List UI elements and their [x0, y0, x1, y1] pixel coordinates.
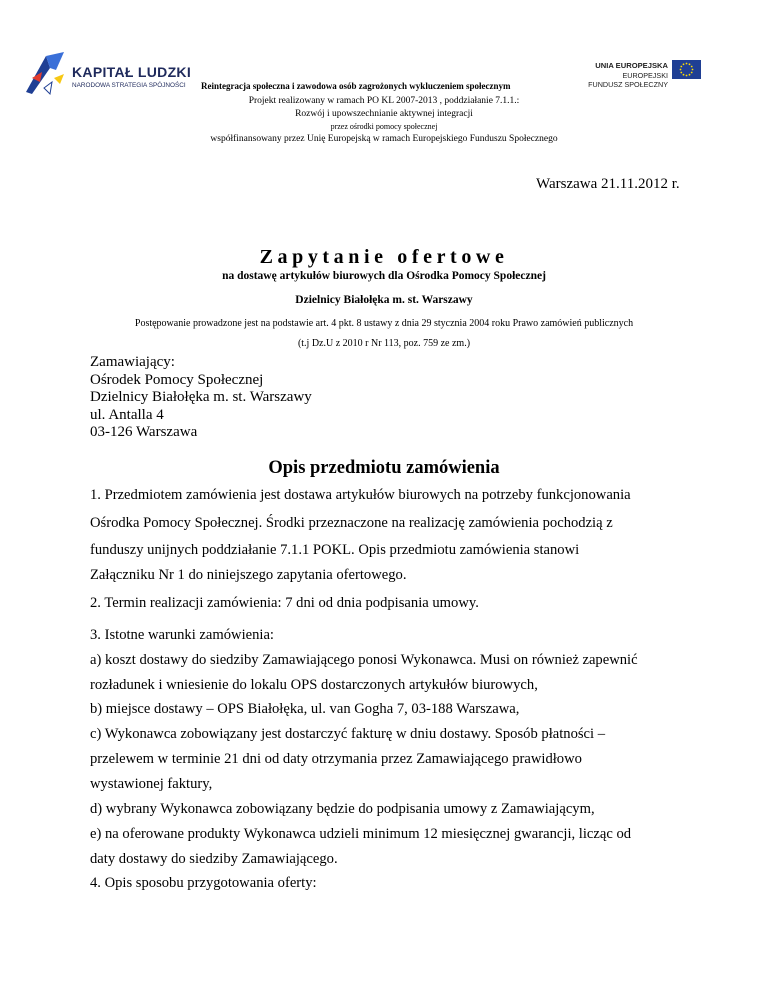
body-line: przelewem w terminie 21 dni od daty otrzymania przez Zamawiającego prawidłowo — [90, 751, 582, 767]
project-program: Projekt realizowany w ramach PO KL 2007-2013 , poddziałanie 7.1.1.: — [248, 96, 520, 106]
client-line-2: Dzielnicy Białołęka m. st. Warszawy — [90, 389, 312, 405]
legal-basis-line-2: (t.j Dz.U z 2010 r Nr 113, poz. 759 ze zm.) — [297, 338, 471, 349]
kapital-ludzki-emblem-icon — [20, 48, 72, 100]
logo-title: KAPITAŁ LUDZKI — [72, 64, 192, 80]
eu-flag-icon — [672, 60, 701, 79]
body-line: funduszy unijnych poddziałanie 7.1.1 POKL. Opis przedmiotu zamówienia stanowi — [90, 542, 580, 558]
body-line: 2. Termin realizacji zamówienia: 7 dni od dnia podpisania umowy. — [90, 595, 479, 611]
client-address — [90, 354, 312, 442]
project-name: Reintegracja społeczna i zawodowa osób zagrożonych wykluczeniem społecznym — [201, 81, 511, 91]
eu-line-2: EUROPEJSKI — [622, 70, 668, 80]
body-line: 1. Przedmiotem zamówienia jest dostawa artykułów biurowych na potrzeby funkcjonowania — [90, 487, 631, 503]
subtitle-line-2: Dzielnicy Białołęka m. st. Warszawy — [295, 294, 473, 306]
project-measure: Rozwój i upowszechnianie aktywnej integracji — [295, 109, 473, 119]
body-line: a) koszt dostawy do siedziby Zamawiającego ponosi Wykonawca. Musi on również zapewnić — [90, 652, 638, 668]
body-line: Załączniku Nr 1 do niniejszego zapytania ofertowego. — [90, 567, 407, 583]
legal-basis-line-1: Postępowanie prowadzone jest na podstawie art. 4 pkt. 8 ustawy z dnia 29 stycznia 2004 roku Prawo zamówień publicznych — [134, 318, 634, 329]
client-line-4: 03-126 Warszawa — [90, 424, 198, 440]
body-line: c) Wykonawca zobowiązany jest dostarczyć fakturę w dniu dostawy. Sposób płatności – — [90, 726, 606, 742]
client-line-3: ul. Antalla 4 — [90, 406, 164, 423]
eu-label — [588, 61, 668, 90]
eu-line-1: UNIA EUROPEJSKA — [595, 61, 668, 70]
kapital-ludzki-logo — [20, 48, 220, 100]
document-header — [0, 0, 768, 150]
client-label: Zamawiający: — [90, 354, 175, 370]
body-line: wystawionej faktury, — [90, 776, 213, 792]
document-title: Zapytanie ofertowe — [259, 246, 509, 268]
logo-subtitle: NARODOWA STRATEGIA SPÓJNOŚCI — [72, 82, 186, 89]
body-line: d) wybrany Wykonawca zobowiązany będzie do podpisania umowy z Zamawiającym, — [90, 801, 595, 817]
client-line-1: Ośrodek Pomocy Społecznej — [90, 371, 264, 388]
body-line: daty dostawy do siedziby Zamawiającego. — [90, 851, 338, 867]
project-measure-detail: przez ośrodki pomocy społecznej — [330, 122, 438, 131]
body-line: 4. Opis sposobu przygotowania oferty: — [90, 875, 317, 891]
section-title: Opis przedmiotu zamówienia — [268, 458, 500, 478]
eu-line-3: FUNDUSZ SPOŁECZNY — [588, 80, 668, 89]
body-line: rozładunek i wniesienie do lokalu OPS dostarczonych artykułów biurowych, — [90, 677, 538, 693]
body-line: Ośrodka Pomocy Społecznej. Środki przeznaczone na realizację zamówienia pochodzią z — [90, 515, 613, 531]
document-date: Warszawa 21.11.2012 r. — [536, 176, 680, 192]
body-line: b) miejsce dostawy – OPS Białołęka, ul. van Gogha 7, 03-188 Warszawa, — [90, 701, 520, 717]
project-cofinancing: współfinansowany przez Unię Europejską w ramach Europejskiego Funduszu Społecznego — [210, 134, 558, 144]
body-line: e) na oferowane produkty Wykonawca udzieli minimum 12 miesięcznej gwarancji, licząc od — [90, 826, 632, 842]
body-line: 3. Istotne warunki zamówienia: — [90, 627, 274, 643]
subtitle-line-1: na dostawę artykułów biurowych dla Ośrodka Pomocy Społecznej — [222, 270, 546, 282]
